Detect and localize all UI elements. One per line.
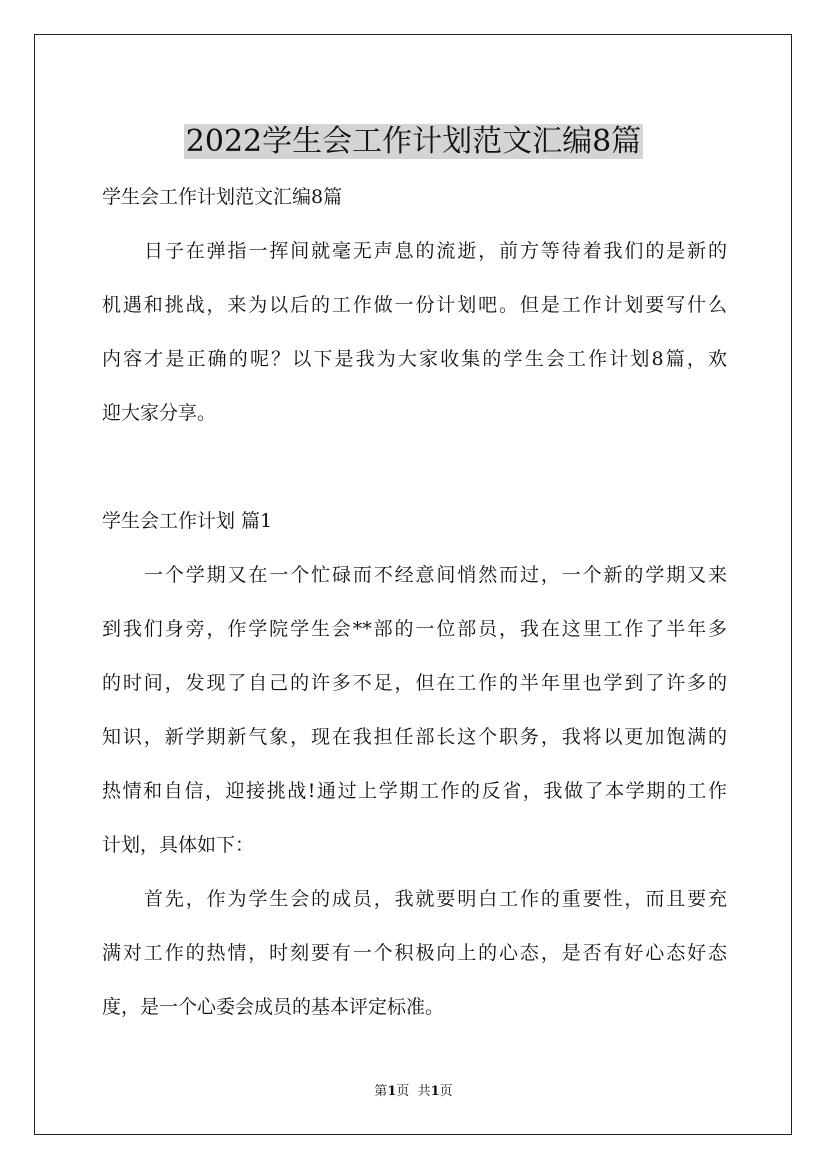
intro-line: 迎大家分享。 bbox=[102, 402, 217, 424]
paragraph-line: 满对工作的热情，时刻要有一个积极向上的心态，是否有好心态好态 bbox=[102, 942, 727, 964]
paragraph-line: 热情和自信，迎接挑战!通过上学期工作的反省，我做了本学期的工作 bbox=[102, 780, 727, 802]
paragraph-line: 计划，具体如下： bbox=[102, 834, 255, 856]
document-body bbox=[102, 170, 727, 1034]
intro-line: 日子在弹指一挥间就毫无声息的流逝，前方等待着我们的是新的 bbox=[144, 240, 727, 262]
footer-suffix: 页 bbox=[439, 1084, 453, 1099]
paragraph-line: 的时间，发现了自己的许多不足，但在工作的半年里也学到了许多的 bbox=[102, 672, 727, 694]
document-title bbox=[0, 120, 827, 164]
section-heading: 学生会工作计划 篇1 bbox=[102, 510, 273, 532]
footer-total-pages: 1 bbox=[430, 1084, 440, 1099]
paragraph-line: 度，是一个心委会成员的基本评定标准。 bbox=[102, 996, 445, 1018]
paragraph-line: 到我们身旁，作学院学生会**部的一位部员，我在这里工作了半年多 bbox=[102, 618, 727, 640]
paragraph-1 bbox=[102, 548, 727, 872]
intro-line: 内容才是正确的呢？以下是我为大家收集的学生会工作计划8篇，欢 bbox=[102, 348, 727, 370]
section-spacer bbox=[102, 440, 727, 494]
document-subtitle: 学生会工作计划范文汇编8篇 bbox=[102, 186, 343, 208]
footer-middle: 页 共 bbox=[396, 1084, 431, 1099]
intro-paragraph bbox=[102, 224, 727, 440]
footer-current-page: 1 bbox=[387, 1084, 397, 1099]
paragraph-line: 知识，新学期新气象，现在我担任部长这个职务，我将以更加饱满的 bbox=[102, 726, 727, 748]
paragraph-line: 首先，作为学生会的成员，我就要明白工作的重要性，而且要充 bbox=[144, 888, 727, 910]
footer-prefix: 第 bbox=[374, 1084, 388, 1099]
paragraph-line: 一个学期又在一个忙碌而不经意间悄然而过，一个新的学期又来 bbox=[144, 564, 727, 586]
page-footer bbox=[0, 1083, 827, 1101]
document-title-text: 2022学生会工作计划范文汇编8篇 bbox=[185, 124, 642, 160]
intro-line: 机遇和挑战，来为以后的工作做一份计划吧。但是工作计划要写什么 bbox=[102, 294, 727, 316]
paragraph-2 bbox=[102, 872, 727, 1034]
